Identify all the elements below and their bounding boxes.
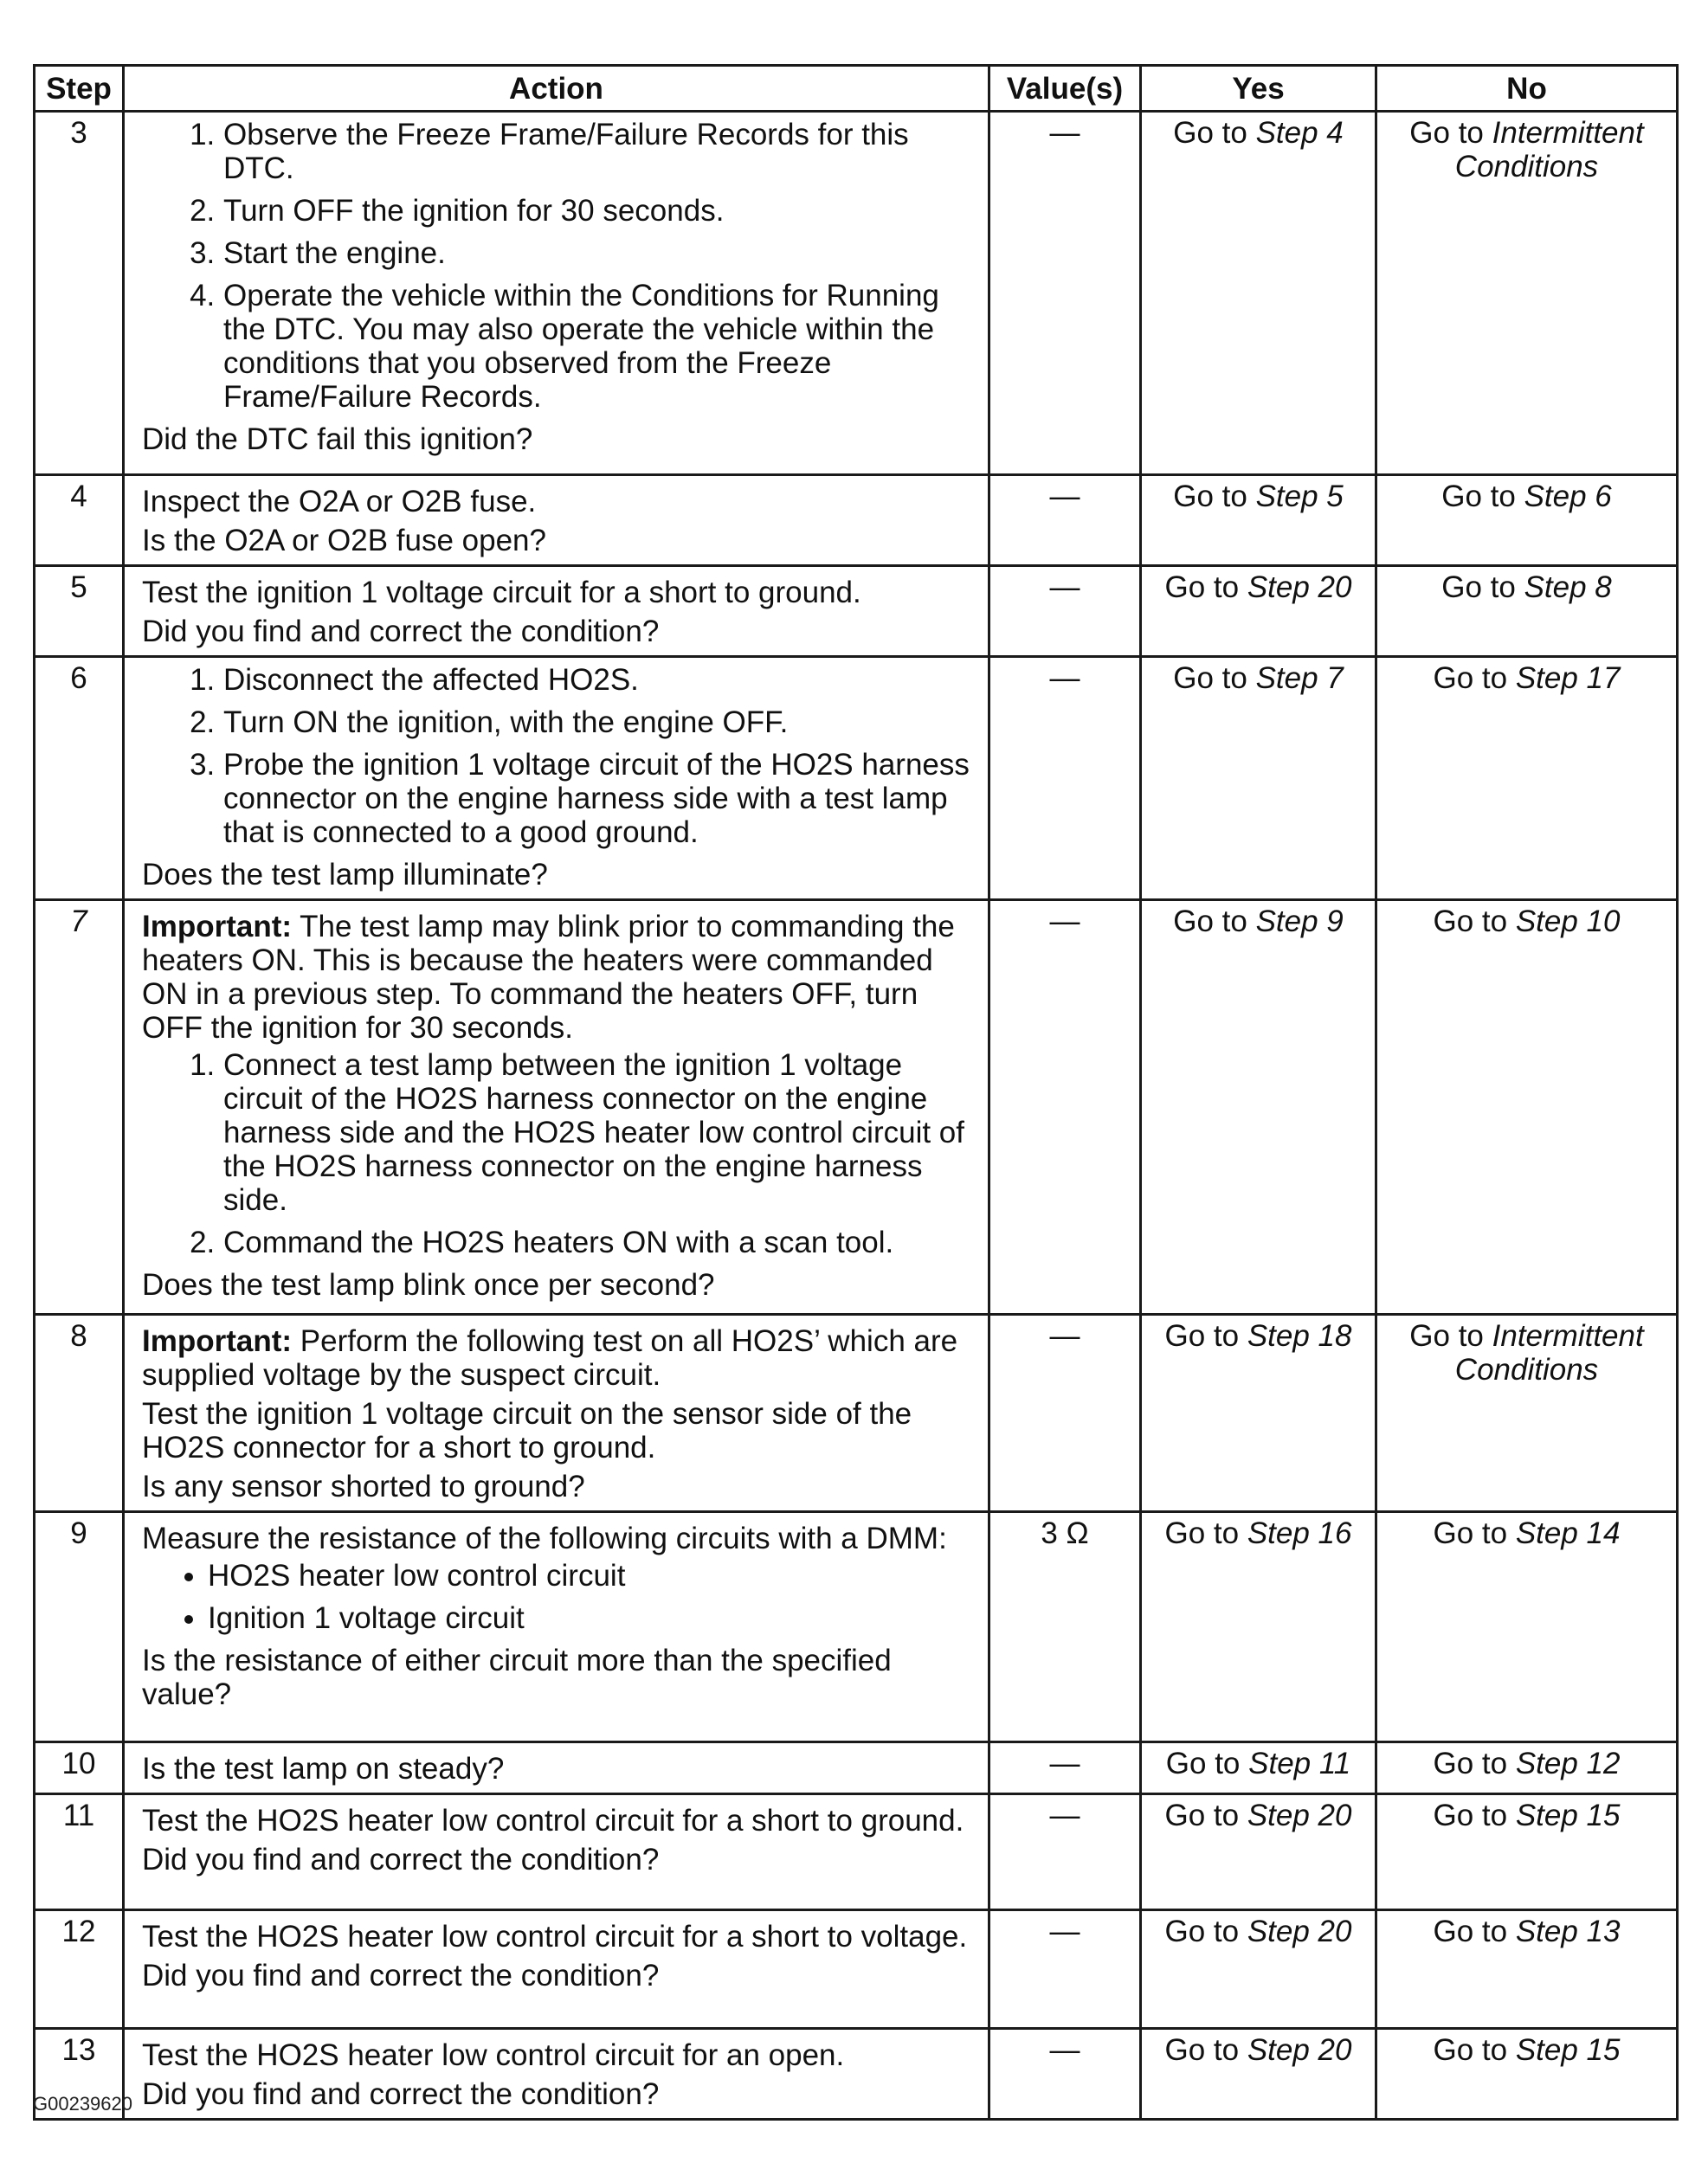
action-text <box>142 485 983 518</box>
goto-text <box>1165 1915 1352 1948</box>
value-cell: — <box>989 112 1141 475</box>
value-cell: — <box>989 900 1141 1315</box>
goto-text <box>1165 570 1352 604</box>
goto-text <box>1409 1319 1643 1387</box>
action-text <box>142 1268 983 1302</box>
goto-text <box>1434 1516 1621 1550</box>
action-sentence: Does the test lamp blink once per second? <box>142 1268 715 1302</box>
goto-target: Step 6 <box>1524 480 1612 513</box>
action-cell <box>124 1315 989 1512</box>
step-number: 11 <box>35 1794 124 1910</box>
goto-target: Step 20 <box>1247 1799 1352 1832</box>
action-step: 1. Observe the Freeze Frame/Failure Records for this DTC. <box>223 118 983 185</box>
action-step: 3. Start the engine. <box>223 236 983 270</box>
goto-prefix: Go to <box>1433 661 1516 695</box>
goto-target: Intermittent Conditions <box>1454 116 1644 183</box>
value-cell: — <box>989 475 1141 566</box>
goto-text <box>1165 2033 1352 2067</box>
goto-text <box>1165 1799 1352 1832</box>
action-sentence: Did you find and correct the condition? <box>142 615 660 648</box>
goto-text <box>1434 1747 1621 1780</box>
action-text <box>142 422 983 456</box>
goto-prefix: Go to <box>1173 116 1256 150</box>
step-number: 3 <box>35 112 124 475</box>
table-row <box>35 900 1678 1315</box>
goto-target: Step 15 <box>1515 1799 1621 1832</box>
action-steps-list <box>130 663 983 849</box>
action-sentence: Did you find and correct the condition? <box>142 1843 660 1877</box>
no-cell <box>1376 2029 1678 2120</box>
no-cell <box>1376 1512 1678 1742</box>
action-cell <box>124 112 989 475</box>
goto-target: Step 9 <box>1255 905 1344 938</box>
step-number: 10 <box>35 1742 124 1794</box>
action-sentence: Perform the following test on all HO2S’ which are supplied voltage by the suspect circuit. <box>142 1324 958 1392</box>
table-row <box>35 475 1678 566</box>
no-cell <box>1376 1315 1678 1512</box>
yes-cell <box>1141 900 1376 1315</box>
goto-text <box>1441 570 1612 604</box>
yes-cell <box>1141 1794 1376 1910</box>
goto-target: Step 12 <box>1515 1747 1621 1780</box>
action-text <box>142 910 983 1045</box>
goto-text <box>1165 1516 1352 1550</box>
action-text <box>142 2038 983 2072</box>
step-number: 12 <box>35 1910 124 2029</box>
goto-target: Step 7 <box>1255 661 1344 695</box>
goto-target: Step 16 <box>1247 1516 1352 1550</box>
no-cell <box>1376 475 1678 566</box>
goto-prefix: Go to <box>1173 905 1256 938</box>
action-steps-list <box>130 1048 983 1259</box>
goto-text <box>1165 1319 1352 1353</box>
step-number: 9 <box>35 1512 124 1742</box>
action-bullet: • HO2S heater low control circuit <box>208 1559 983 1593</box>
action-text <box>142 1804 983 1838</box>
no-cell <box>1376 112 1678 475</box>
header-values: Value(s) <box>989 66 1141 112</box>
yes-cell <box>1141 2029 1376 2120</box>
action-text <box>142 524 983 557</box>
goto-target: Step 20 <box>1247 1915 1352 1948</box>
action-cell <box>124 657 989 900</box>
action-text <box>142 1470 983 1503</box>
action-bullet-list <box>130 1559 983 1635</box>
goto-prefix: Go to <box>1164 570 1247 604</box>
yes-cell <box>1141 1512 1376 1742</box>
action-sentence: Did you find and correct the condition? <box>142 2077 660 2111</box>
goto-target: Step 20 <box>1247 2033 1352 2067</box>
figure-code: G00239620 <box>33 2093 132 2115</box>
action-sentence: Test the HO2S heater low control circuit for a short to ground. <box>142 1804 964 1838</box>
goto-target: Step 8 <box>1524 570 1612 604</box>
goto-target: Intermittent Conditions <box>1454 1319 1644 1387</box>
step-number: 4 <box>35 475 124 566</box>
goto-prefix: Go to <box>1165 1747 1249 1780</box>
action-step: 1. Disconnect the affected HO2S. <box>223 663 983 697</box>
diagnostic-table <box>33 64 1679 2121</box>
goto-target: Step 11 <box>1248 1747 1351 1780</box>
action-text <box>142 615 983 648</box>
action-step: 1. Connect a test lamp between the ignition 1 voltage circuit of the HO2S harness connector on the engine harness side and the HO2S heater low control circuit of the HO2S harness connector on the engine harness side. <box>223 1048 983 1217</box>
goto-target: Step 18 <box>1247 1319 1352 1353</box>
goto-prefix: Go to <box>1164 1799 1247 1832</box>
table-row <box>35 1512 1678 1742</box>
action-cell <box>124 1742 989 1794</box>
action-cell <box>124 475 989 566</box>
action-step: 3. Probe the ignition 1 voltage circuit of the HO2S harness connector on the engine harness side with a test lamp that is connected to a good ground. <box>223 748 983 849</box>
goto-prefix: Go to <box>1164 1516 1247 1550</box>
goto-text <box>1434 661 1621 695</box>
goto-prefix: Go to <box>1433 2033 1516 2067</box>
goto-prefix: Go to <box>1409 116 1492 150</box>
goto-prefix: Go to <box>1164 1915 1247 1948</box>
goto-text <box>1441 480 1612 513</box>
action-sentence: Is the O2A or O2B fuse open? <box>142 524 546 557</box>
action-text <box>142 1843 983 1877</box>
value-cell: — <box>989 1742 1141 1794</box>
step-number: 13 <box>35 2029 124 2120</box>
yes-cell <box>1141 1910 1376 2029</box>
action-sentence: Test the ignition 1 voltage circuit on the sensor side of the HO2S connector for a short to ground. <box>142 1397 912 1465</box>
goto-prefix: Go to <box>1433 1747 1516 1780</box>
goto-prefix: Go to <box>1164 2033 1247 2067</box>
header-step: Step <box>35 66 124 112</box>
action-text <box>142 1397 983 1465</box>
goto-prefix: Go to <box>1164 1319 1247 1353</box>
goto-target: Step 4 <box>1255 116 1344 150</box>
value-cell: — <box>989 657 1141 900</box>
action-text <box>142 1920 983 1954</box>
goto-prefix: Go to <box>1441 570 1524 604</box>
table-row <box>35 112 1678 475</box>
goto-target: Step 14 <box>1515 1516 1621 1550</box>
no-cell <box>1376 1910 1678 2029</box>
goto-text <box>1434 1915 1621 1948</box>
goto-text <box>1409 116 1643 183</box>
important-label: Important: <box>142 910 293 943</box>
action-text <box>142 1324 983 1392</box>
goto-prefix: Go to <box>1441 480 1524 513</box>
goto-prefix: Go to <box>1433 905 1516 938</box>
yes-cell <box>1141 112 1376 475</box>
action-cell <box>124 1512 989 1742</box>
action-cell <box>124 900 989 1315</box>
action-sentence: The test lamp may blink prior to commanding the heaters ON. This is because the heaters were commanded ON in a previous step. To command the heaters OFF, turn OFF the ignition for 30 seconds. <box>142 910 955 1045</box>
value-cell: — <box>989 1315 1141 1512</box>
goto-target: Step 20 <box>1247 570 1352 604</box>
action-step: 2. Command the HO2S heaters ON with a scan tool. <box>223 1226 983 1259</box>
header-action: Action <box>124 66 989 112</box>
action-sentence: Did you find and correct the condition? <box>142 1959 660 1993</box>
value-cell: 3 Ω <box>989 1512 1141 1742</box>
action-sentence: Is the resistance of either circuit more than the specified value? <box>142 1644 892 1711</box>
no-cell <box>1376 1794 1678 1910</box>
action-text <box>142 1522 983 1555</box>
action-sentence: Does the test lamp illuminate? <box>142 858 548 892</box>
action-text <box>142 576 983 609</box>
table-row <box>35 1315 1678 1512</box>
action-sentence: Test the HO2S heater low control circuit for a short to voltage. <box>142 1920 968 1954</box>
goto-text <box>1173 116 1344 150</box>
action-cell <box>124 566 989 657</box>
no-cell <box>1376 657 1678 900</box>
goto-prefix: Go to <box>1433 1915 1516 1948</box>
action-cell <box>124 1910 989 2029</box>
goto-text <box>1434 905 1621 938</box>
step-number: 8 <box>35 1315 124 1512</box>
header-no: No <box>1376 66 1678 112</box>
action-text <box>142 1959 983 1993</box>
goto-text <box>1166 1747 1350 1780</box>
table-row <box>35 1794 1678 1910</box>
action-steps-list <box>130 118 983 414</box>
yes-cell <box>1141 475 1376 566</box>
yes-cell <box>1141 566 1376 657</box>
action-step: 2. Turn OFF the ignition for 30 seconds. <box>223 194 983 228</box>
goto-target: Step 15 <box>1515 2033 1621 2067</box>
table-row <box>35 1742 1678 1794</box>
goto-text <box>1434 1799 1621 1832</box>
goto-target: Step 17 <box>1515 661 1621 695</box>
no-cell <box>1376 900 1678 1315</box>
value-cell: — <box>989 566 1141 657</box>
goto-text <box>1434 2033 1621 2067</box>
action-text <box>142 2077 983 2111</box>
step-number: 5 <box>35 566 124 657</box>
table-row <box>35 566 1678 657</box>
important-label: Important: <box>142 1324 293 1358</box>
goto-text <box>1173 480 1344 513</box>
table-row <box>35 2029 1678 2120</box>
action-sentence: Did the DTC fail this ignition? <box>142 422 533 456</box>
step-number: 7 <box>35 900 124 1315</box>
goto-text <box>1173 661 1344 695</box>
table-row <box>35 1910 1678 2029</box>
goto-target: Step 13 <box>1515 1915 1621 1948</box>
goto-target: Step 5 <box>1255 480 1344 513</box>
goto-prefix: Go to <box>1173 480 1256 513</box>
action-step: 4. Operate the vehicle within the Conditions for Running the DTC. You may also operate the vehicle within the conditions that you observed from the Freeze Frame/Failure Records. <box>223 279 983 414</box>
action-text <box>142 1644 983 1711</box>
goto-prefix: Go to <box>1433 1516 1516 1550</box>
goto-target: Step 10 <box>1515 905 1621 938</box>
value-cell: — <box>989 1910 1141 2029</box>
no-cell <box>1376 1742 1678 1794</box>
goto-text <box>1173 905 1344 938</box>
goto-prefix: Go to <box>1433 1799 1516 1832</box>
value-cell: — <box>989 1794 1141 1910</box>
action-sentence: Is the test lamp on steady? <box>142 1752 505 1786</box>
header-yes: Yes <box>1141 66 1376 112</box>
yes-cell <box>1141 1742 1376 1794</box>
yes-cell <box>1141 1315 1376 1512</box>
action-sentence: Measure the resistance of the following circuits with a DMM: <box>142 1522 947 1555</box>
action-text <box>142 1752 983 1786</box>
action-cell <box>124 1794 989 1910</box>
action-sentence: Is any sensor shorted to ground? <box>142 1470 585 1503</box>
header-row <box>35 66 1678 112</box>
action-text <box>142 858 983 892</box>
step-number: 6 <box>35 657 124 900</box>
action-cell <box>124 2029 989 2120</box>
table-row <box>35 657 1678 900</box>
goto-prefix: Go to <box>1409 1319 1492 1353</box>
action-step: 2. Turn ON the ignition, with the engine OFF. <box>223 705 983 739</box>
action-sentence: Inspect the O2A or O2B fuse. <box>142 485 537 518</box>
no-cell <box>1376 566 1678 657</box>
value-cell: — <box>989 2029 1141 2120</box>
yes-cell <box>1141 657 1376 900</box>
action-sentence: Test the HO2S heater low control circuit for an open. <box>142 2038 845 2072</box>
action-bullet: • Ignition 1 voltage circuit <box>208 1601 983 1635</box>
goto-prefix: Go to <box>1173 661 1256 695</box>
action-sentence: Test the ignition 1 voltage circuit for a short to ground. <box>142 576 861 609</box>
